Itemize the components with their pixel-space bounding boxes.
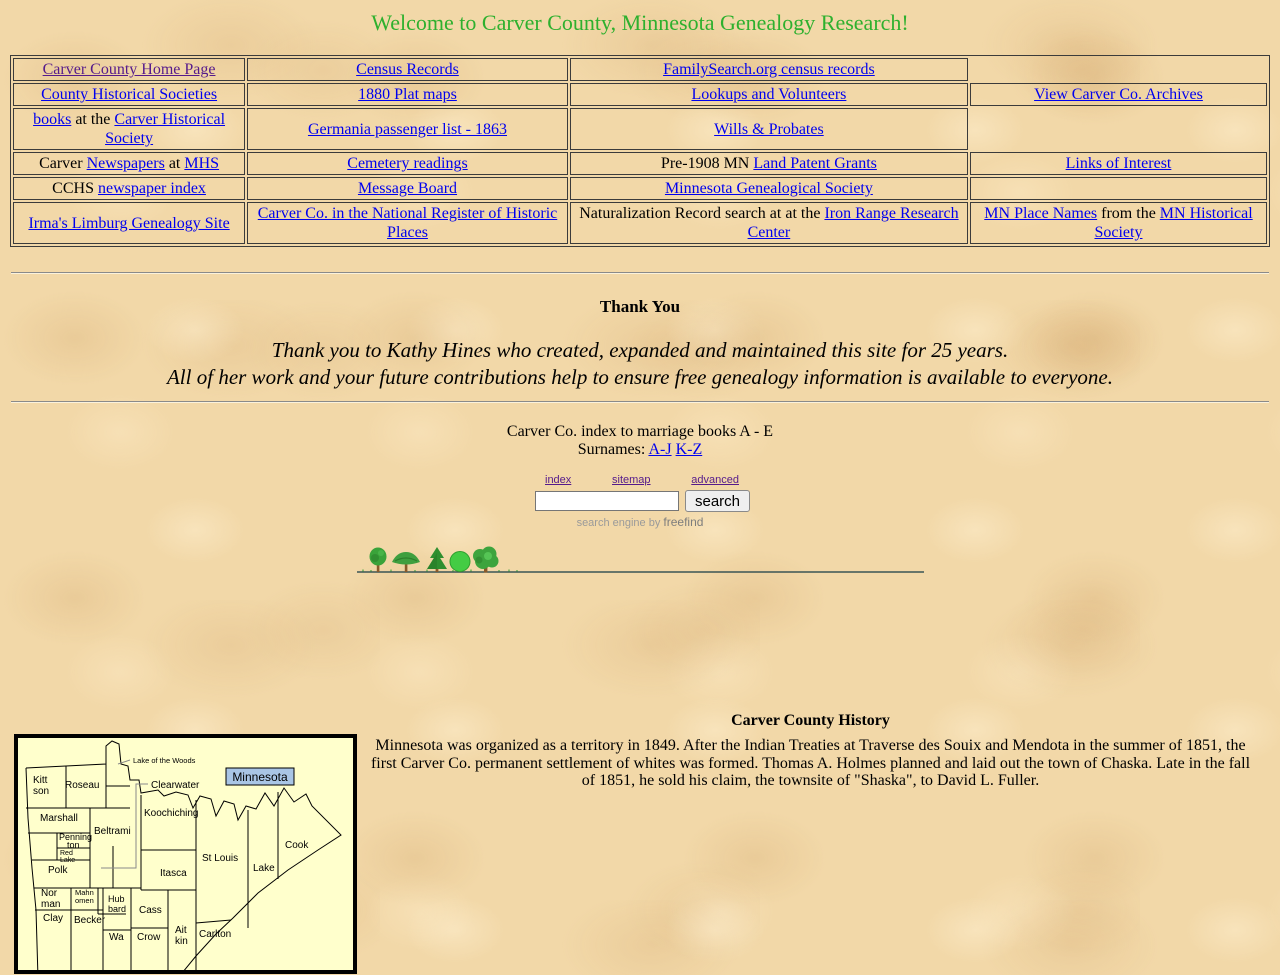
nav-cell (970, 202, 1267, 244)
county-label: Cass (139, 905, 162, 916)
thank-you-line-1: Thank you to Kathy Hines who created, expanded and maintained this site for 25 years. (271, 338, 1009, 362)
marriage-index-block (10, 423, 1270, 459)
county-label: Hub (108, 894, 125, 904)
county-label: Itasca (160, 868, 187, 879)
nav-cell (247, 202, 568, 244)
table-row (13, 152, 1267, 175)
link-search-sitemap[interactable]: sitemap (612, 474, 651, 486)
cell-text: Naturalization Record search at at the (579, 205, 825, 222)
nav-cell (570, 58, 968, 81)
minnesota-county-map (14, 734, 357, 974)
nav-cell (570, 108, 968, 150)
county-label: Lake of the Woods (133, 756, 196, 765)
county-label: Mahn (75, 888, 94, 897)
tree-icon (369, 548, 386, 573)
link-mn-place-names[interactable]: MN Place Names (984, 205, 1098, 222)
link-iron-range-research-center[interactable]: Iron Range Research Center (747, 205, 959, 241)
county-label: Clay (43, 913, 64, 924)
county-label: Clearwater (151, 780, 200, 791)
cell-text: Pre-1908 MN (660, 155, 754, 172)
county-label: Ait (175, 925, 187, 936)
link-national-register[interactable]: Carver Co. in the National Register of Historic Places (257, 205, 558, 241)
county-label: Lake (60, 857, 76, 864)
nav-cell (970, 152, 1267, 175)
nav-cell-empty (970, 177, 1267, 200)
county-label: kin (175, 936, 188, 947)
tree-icon (473, 547, 499, 573)
link-lookups-volunteers[interactable]: Lookups and Volunteers (691, 86, 847, 103)
link-view-archives[interactable]: View Carver Co. Archives (1034, 86, 1203, 103)
minnesota-label: Minnesota (232, 770, 288, 784)
minnesota-map-graphic (18, 738, 353, 970)
nav-cell (247, 152, 568, 175)
table-row (13, 177, 1267, 200)
tree-icon (392, 552, 420, 572)
county-label: Cook (285, 840, 309, 851)
search-input[interactable] (535, 491, 679, 511)
bottom-section (10, 712, 1270, 947)
marriage-index-heading: Carver Co. index to marriage books A - E (506, 423, 774, 440)
cell-text: Carver (39, 155, 87, 172)
link-cemetery-readings[interactable]: Cemetery readings (347, 155, 468, 172)
history-paragraph: Minnesota was organized as a territory in 1849. After the Indian Treaties at Traverse des Souix and Mendota in the summer of 1851, the first Carver Co. permanent settlement of whites was formed. Thomas A. Holmes planned and laid out the town of Chaska. Late in the fall of 1851, he sold his claim, the townsite of "Shaska", to David L. Fuller. (370, 737, 1251, 789)
link-mn-historical-society[interactable]: MN Historical Society (1094, 205, 1253, 241)
county-label: Koochiching (144, 808, 199, 819)
table-row (13, 108, 1267, 150)
county-label: St Louis (202, 853, 239, 864)
link-irmas-limburg-site[interactable]: Irma's Limburg Genealogy Site (28, 214, 230, 232)
county-label: man (41, 899, 61, 910)
county-label: Red (60, 850, 73, 857)
cell-text: from the (1097, 205, 1160, 222)
county-label: bard (108, 904, 127, 914)
link-search-index[interactable]: index (545, 474, 572, 486)
cell-text: at the (71, 111, 115, 128)
nav-cell (570, 152, 968, 175)
nav-cell (13, 202, 245, 244)
link-mn-genealogical-society[interactable]: Minnesota Genealogical Society (664, 180, 873, 197)
county-label: Wa (109, 932, 124, 943)
page-title: Welcome to Carver County, Minnesota Genealogy Research! (371, 10, 909, 35)
county-label: Carlton (199, 929, 232, 940)
link-surnames-k-z[interactable]: K-Z (675, 441, 703, 458)
nav-cell (247, 58, 568, 81)
nav-cell (570, 83, 968, 106)
county-label: Penning (59, 832, 93, 842)
link-search-advanced[interactable]: advanced (691, 474, 739, 486)
cell-text: at (164, 155, 185, 172)
nav-cell (970, 83, 1267, 106)
county-label: Lake (253, 863, 275, 874)
tree-icon (427, 547, 447, 572)
search-widget-links (535, 474, 745, 487)
nav-cell (247, 108, 568, 150)
trees-divider (357, 546, 924, 574)
link-land-patent-grants[interactable]: Land Patent Grants (753, 155, 877, 172)
county-label: Becker (74, 915, 106, 926)
county-label: ton (67, 840, 80, 850)
nav-cell-absent (970, 108, 1267, 150)
link-surnames-a-j[interactable]: A-J (648, 441, 672, 458)
horizontal-rule (11, 272, 1269, 274)
link-carver-historical-society[interactable]: Carver Historical Society (105, 111, 226, 147)
thank-you-heading: Thank You (599, 297, 681, 316)
county-label: Roseau (65, 780, 100, 791)
link-books[interactable]: books (33, 111, 72, 128)
nav-links-table (10, 55, 1270, 247)
table-row (13, 83, 1267, 106)
nav-cell (247, 83, 568, 106)
county-label: Nor (41, 888, 58, 899)
nav-cell (570, 202, 968, 244)
search-credit-prefix: search engine by (576, 517, 664, 529)
link-mhs[interactable]: MHS (184, 155, 220, 172)
thank-you-message (10, 337, 1270, 391)
county-label: Polk (48, 865, 68, 876)
county-label: Crow (137, 932, 161, 943)
county-label: omen (75, 896, 94, 905)
nav-cell (570, 177, 968, 200)
surnames-line (10, 441, 1270, 459)
nav-cell (13, 58, 245, 81)
link-familysearch-census[interactable]: FamilySearch.org census records (663, 61, 875, 78)
link-county-historical-societies[interactable]: County Historical Societies (41, 86, 218, 103)
search-button[interactable]: search (685, 490, 750, 512)
nav-cell (247, 177, 568, 200)
table-row (13, 58, 1267, 81)
surnames-label: Surnames: (577, 441, 649, 458)
county-label: Kitt (33, 775, 48, 786)
link-germania-passenger-list[interactable]: Germania passenger list - 1863 (307, 120, 508, 138)
search-row (535, 490, 745, 512)
search-credit (535, 516, 745, 530)
county-label: Beltrami (94, 826, 131, 837)
freefind-search-widget (535, 474, 745, 530)
link-wills-probates[interactable]: Wills & Probates (714, 120, 824, 138)
history-heading: Carver County History (731, 712, 890, 729)
link-newspapers[interactable]: Newspapers (86, 155, 165, 172)
nav-cell (13, 177, 245, 200)
county-label: Marshall (40, 813, 78, 824)
cell-text: CCHS (52, 180, 98, 197)
link-carver-county-home-page[interactable]: Carver County Home Page (42, 61, 216, 78)
table-row (13, 202, 1267, 244)
nav-cell (13, 152, 245, 175)
horizontal-rule (11, 401, 1269, 403)
search-credit-brand: freefind (663, 515, 704, 529)
link-census-records[interactable]: Census Records (356, 61, 459, 78)
nav-cell-absent (970, 58, 1267, 81)
nav-cell (13, 108, 245, 150)
link-message-board[interactable]: Message Board (357, 180, 458, 197)
thank-you-line-2: All of her work and your future contributions help to ensure free genealogy information is available to everyone. (166, 365, 1113, 389)
link-1880-plat-maps[interactable]: 1880 Plat maps (358, 86, 457, 103)
link-newspaper-index[interactable]: newspaper index (97, 180, 206, 197)
nav-cell (13, 83, 245, 106)
link-links-of-interest[interactable]: Links of Interest (1065, 155, 1172, 172)
tree-icon (450, 552, 470, 573)
county-label: son (33, 786, 50, 797)
trees-divider-graphic (357, 546, 924, 574)
